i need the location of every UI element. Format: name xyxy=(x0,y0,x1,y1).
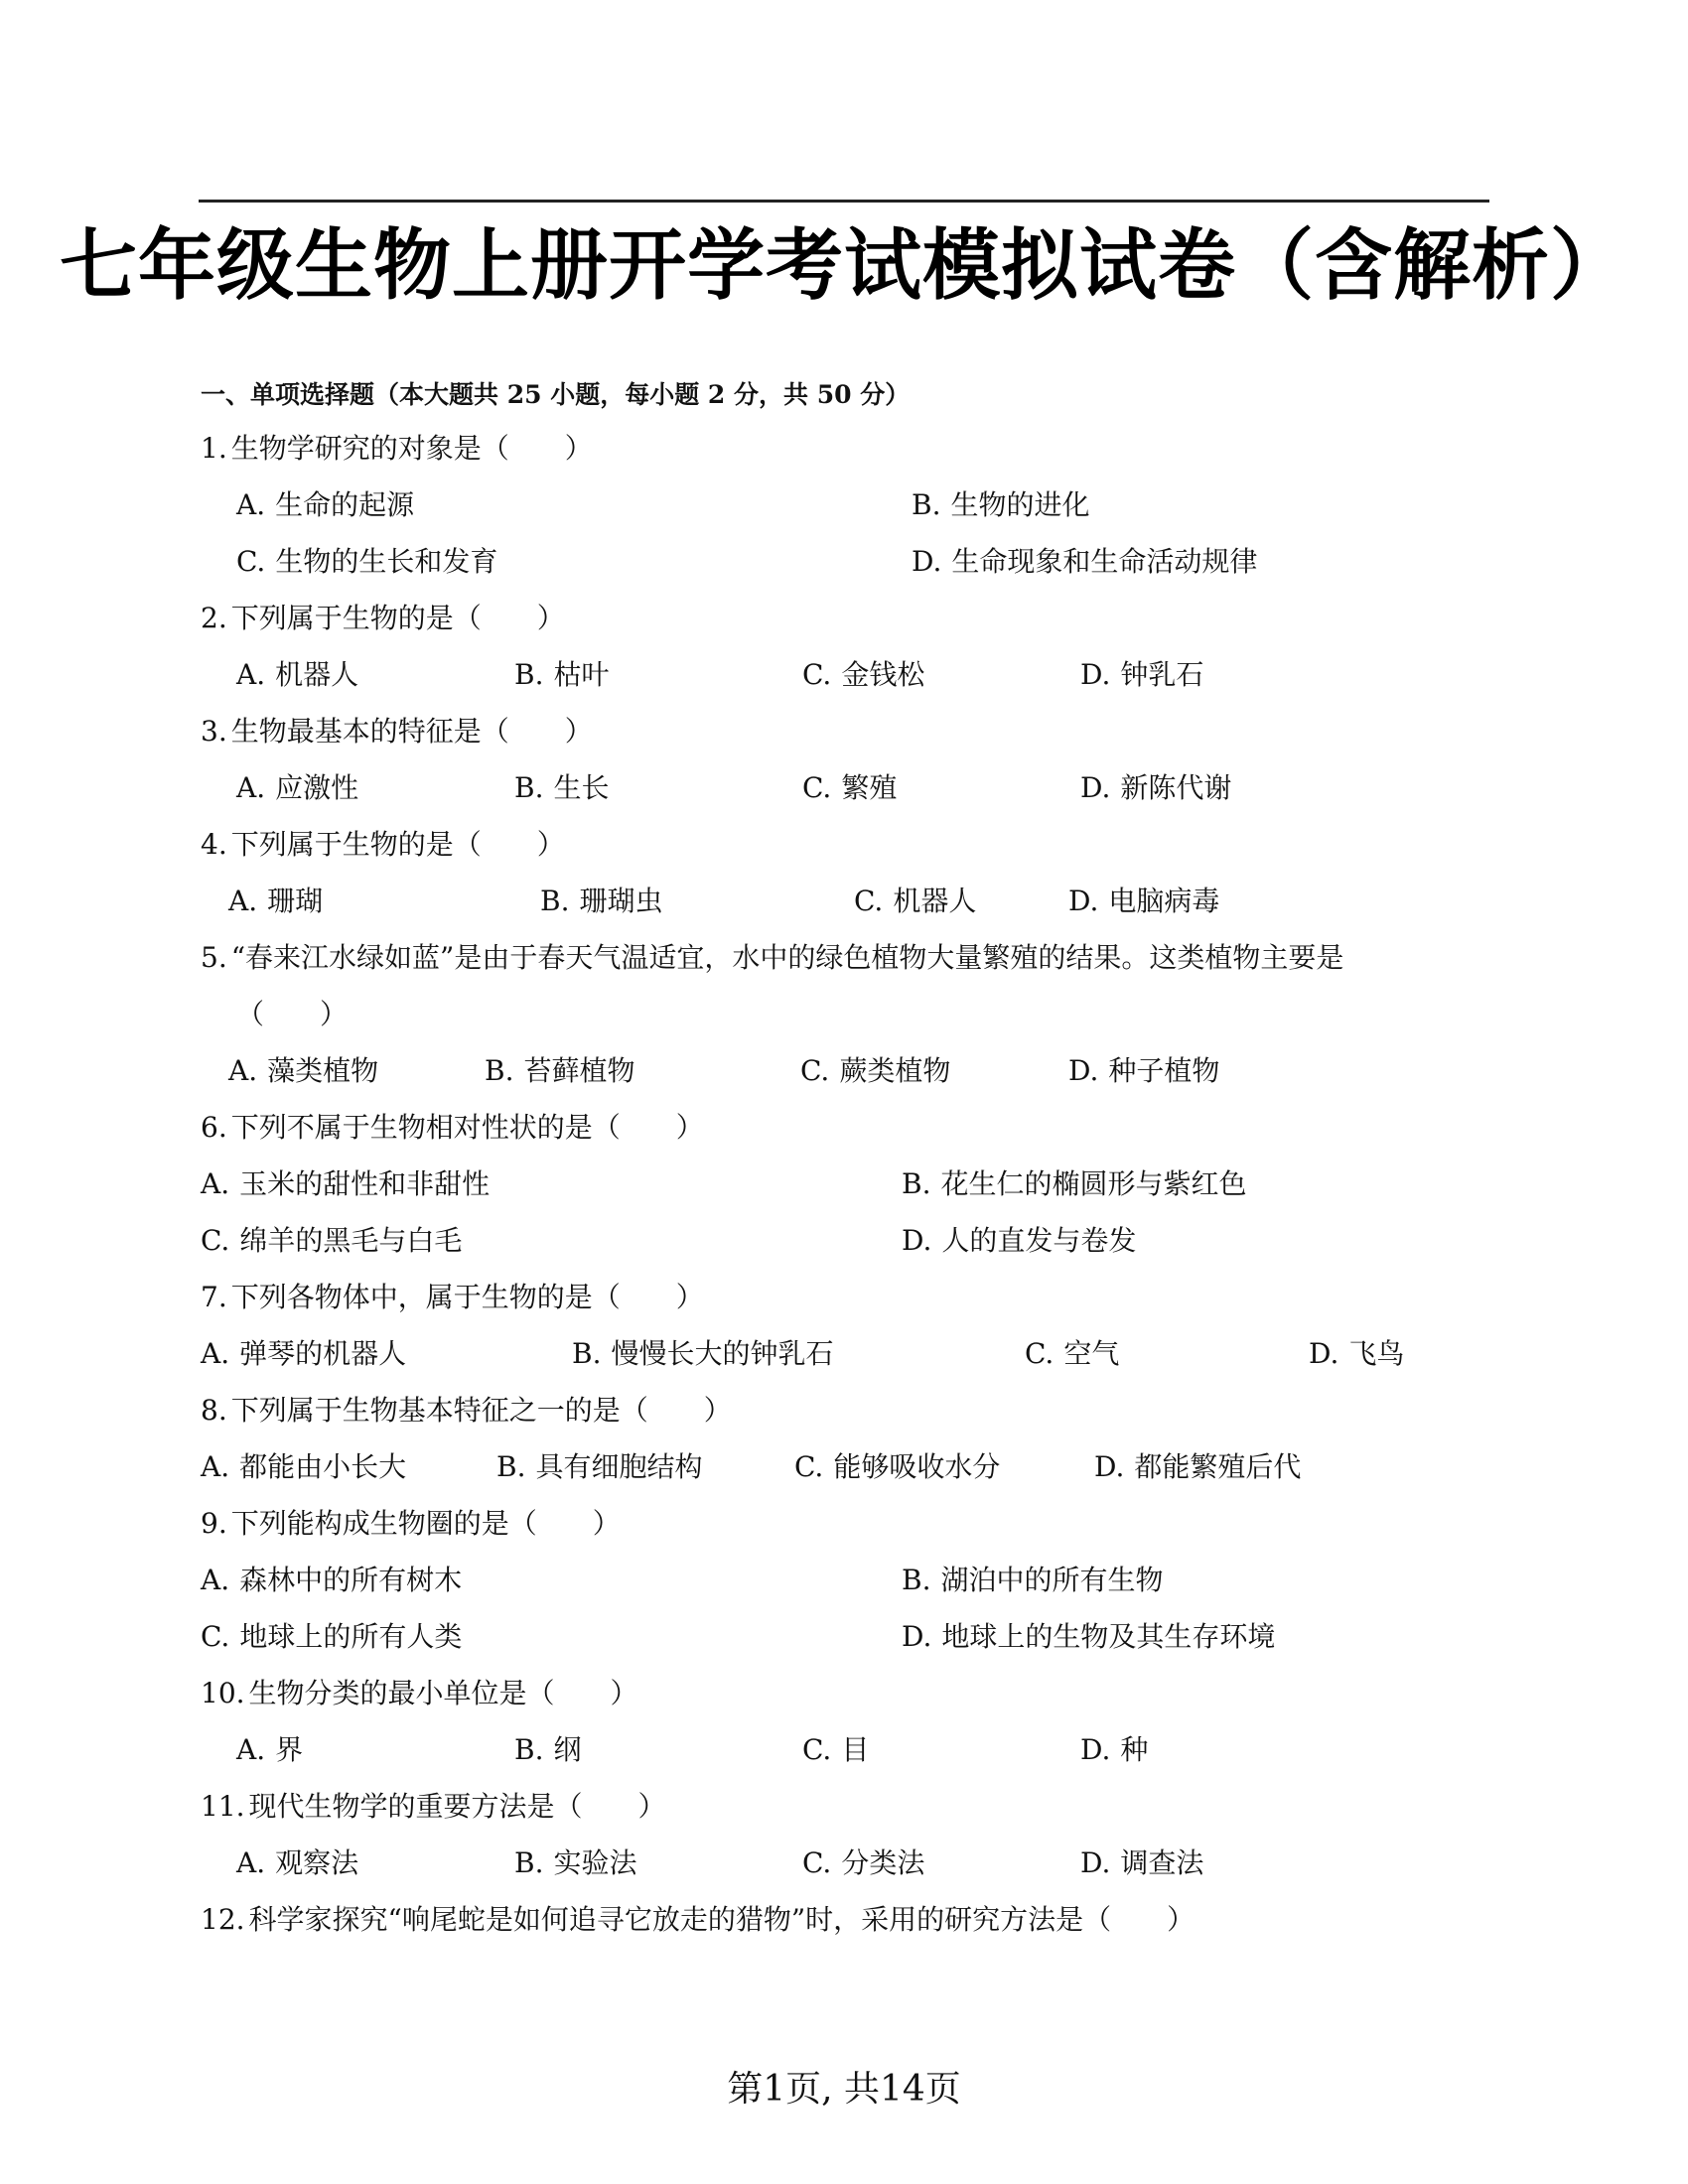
question-11-option-a: A. 观察法 xyxy=(236,1846,359,1879)
question-8-option-c: C. 能够吸收水分 xyxy=(794,1450,1001,1483)
question-9-option-b: B. 湖泊中的所有生物 xyxy=(902,1564,1164,1596)
question-9-option-a: A. 森林中的所有树木 xyxy=(201,1564,463,1596)
question-2-option-c: C. 金钱松 xyxy=(802,658,925,691)
header-rule xyxy=(199,200,1489,203)
question-4-option-b: B. 珊瑚虫 xyxy=(540,885,663,917)
question-5-option-a: A. 藻类植物 xyxy=(228,1054,379,1087)
question-2-option-d: D. 钟乳石 xyxy=(1080,658,1204,691)
question-2-option-b: B. 枯叶 xyxy=(514,658,610,691)
question-7-option-a: A. 弹琴的机器人 xyxy=(201,1337,407,1370)
question-3-option-c: C. 繁殖 xyxy=(802,771,898,804)
question-7-option-d: D. 飞鸟 xyxy=(1309,1337,1405,1370)
question-1-option-b: B. 生物的进化 xyxy=(912,488,1090,521)
question-7-stem: 7. 下列各物体中，属于生物的是（ ） xyxy=(201,1281,704,1313)
question-8-option-b: B. 具有细胞结构 xyxy=(496,1450,703,1483)
question-10-option-c: C. 目 xyxy=(802,1733,870,1766)
question-8-option-d: D. 都能繁殖后代 xyxy=(1094,1450,1302,1483)
question-3-option-d: D. 新陈代谢 xyxy=(1080,771,1232,804)
question-8-option-a: A. 都能由小长大 xyxy=(201,1450,407,1483)
question-5-stem: 5. “春来江水绿如蓝”是由于春天气温适宜，水中的绿色植物大量繁殖的结果。这类植物主要是 xyxy=(201,941,1344,974)
question-4-stem: 4. 下列属于生物的是（ ） xyxy=(201,828,565,861)
question-1-option-c: C. 生物的生长和发育 xyxy=(236,545,498,578)
question-2-stem: 2. 下列属于生物的是（ ） xyxy=(201,602,565,634)
question-10-option-b: B. 纲 xyxy=(514,1733,582,1766)
question-7-option-c: C. 空气 xyxy=(1025,1337,1120,1370)
question-1-stem xyxy=(201,429,593,469)
question-10-option-a: A. 界 xyxy=(236,1733,304,1766)
question-9-option-c: C. 地球上的所有人类 xyxy=(201,1620,463,1653)
question-11-option-b: B. 实验法 xyxy=(514,1846,637,1879)
question-3-stem: 3. 生物最基本的特征是（ ） xyxy=(201,715,593,748)
question-6-option-c: C. 绵羊的黑毛与白毛 xyxy=(201,1224,463,1257)
question-5-option-b: B. 苔藓植物 xyxy=(485,1054,635,1087)
question-6-stem: 6. 下列不属于生物相对性状的是（ ） xyxy=(201,1111,704,1144)
question-1-option-a: A. 生命的起源 xyxy=(236,488,415,521)
page-indicator: 第1页, 共14页 xyxy=(727,2069,961,2110)
question-text: 生物学研究的对象是（ ） xyxy=(230,432,593,465)
document-title: 七年级生物上册开学考试模拟试卷（含解析） xyxy=(59,221,1628,311)
question-3-option-a: A. 应激性 xyxy=(236,771,359,804)
question-1-option-d: D. 生命现象和生命活动规律 xyxy=(912,545,1258,578)
question-6-option-d: D. 人的直发与卷发 xyxy=(902,1224,1137,1257)
question-5-option-c: C. 蕨类植物 xyxy=(800,1054,951,1087)
question-11-stem: 11. 现代生物学的重要方法是（ ） xyxy=(201,1790,666,1823)
question-3-option-b: B. 生长 xyxy=(514,771,610,804)
question-5-stem-continued: （ ） xyxy=(236,998,349,1030)
question-8-stem: 8. 下列属于生物基本特征之一的是（ ） xyxy=(201,1394,732,1427)
question-6-option-b: B. 花生仁的椭圆形与紫红色 xyxy=(902,1167,1247,1200)
section-heading: 一、单项选择题（本大题共 25 小题，每小题 2 分，共 50 分） xyxy=(201,380,911,409)
question-10-stem: 10. 生物分类的最小单位是（ ） xyxy=(201,1677,638,1709)
question-4-option-c: C. 机器人 xyxy=(854,885,977,917)
question-9-option-d: D. 地球上的生物及其生存环境 xyxy=(902,1620,1276,1653)
question-4-option-a: A. 珊瑚 xyxy=(228,885,324,917)
question-6-option-a: A. 玉米的甜性和非甜性 xyxy=(201,1167,491,1200)
question-number: 1. xyxy=(201,432,227,465)
question-5-option-d: D. 种子植物 xyxy=(1068,1054,1220,1087)
question-12-stem: 12. 科学家探究“响尾蛇是如何追寻它放走的猎物”时，采用的研究方法是（ ） xyxy=(201,1903,1196,1936)
question-7-option-b: B. 慢慢长大的钟乳石 xyxy=(572,1337,834,1370)
question-9-stem: 9. 下列能构成生物圈的是（ ） xyxy=(201,1507,621,1540)
question-11-option-d: D. 调查法 xyxy=(1080,1846,1204,1879)
question-10-option-d: D. 种 xyxy=(1080,1733,1149,1766)
question-4-option-d: D. 电脑病毒 xyxy=(1068,885,1220,917)
question-2-option-a: A. 机器人 xyxy=(236,658,359,691)
question-11-option-c: C. 分类法 xyxy=(802,1846,925,1879)
